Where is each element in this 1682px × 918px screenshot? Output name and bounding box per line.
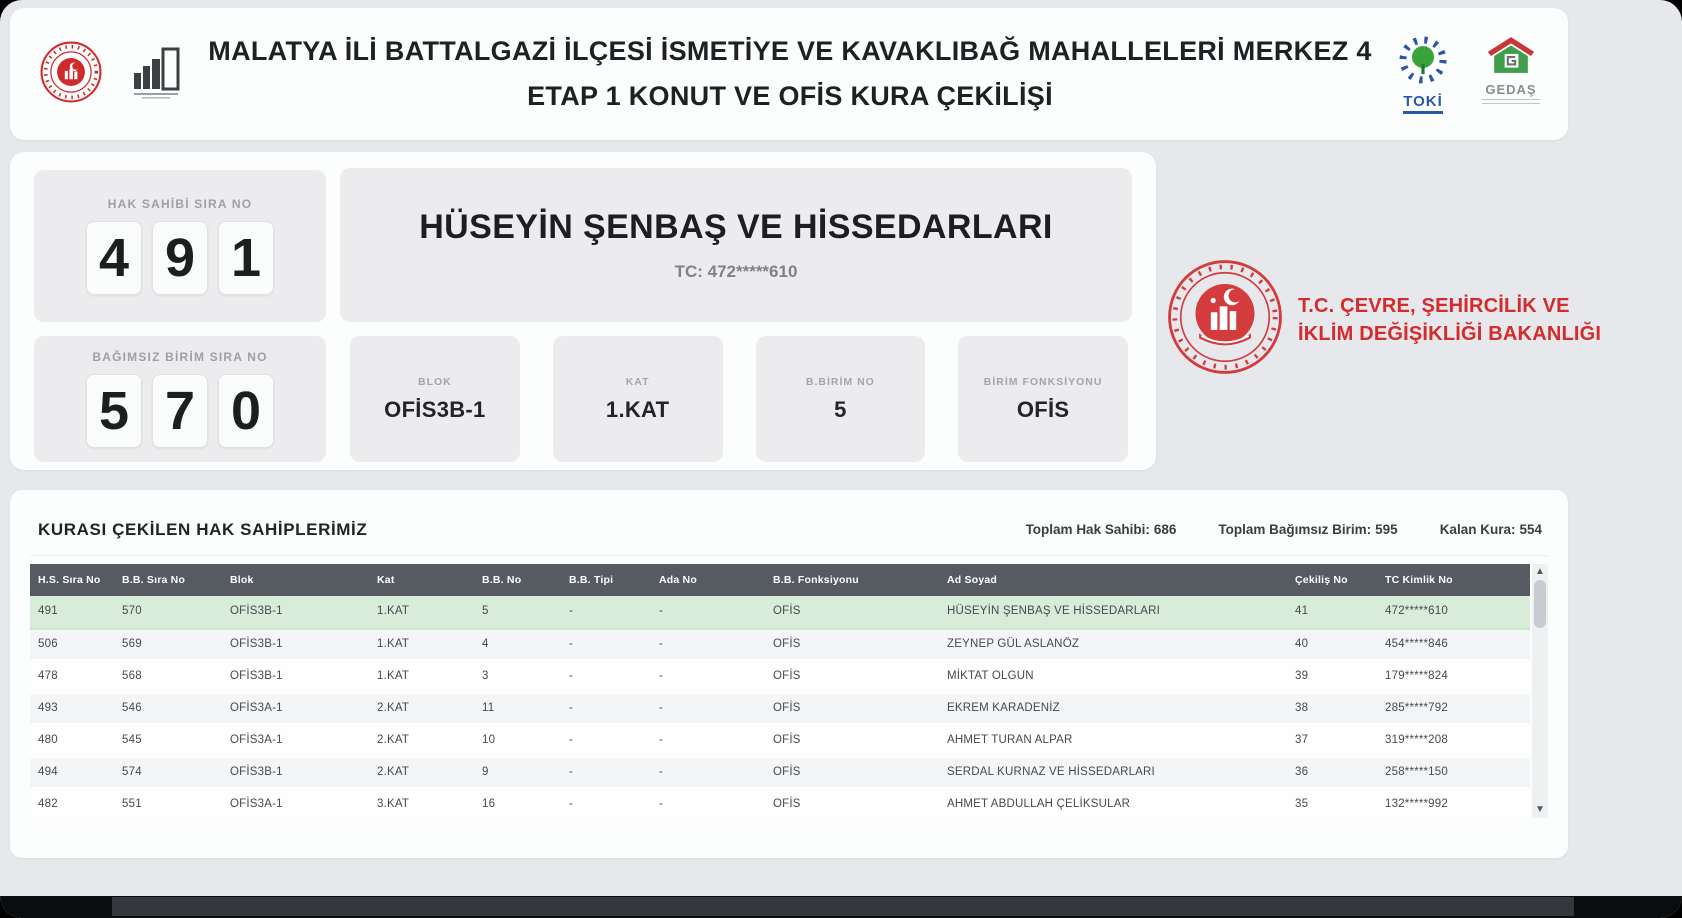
gedas-house-icon	[1482, 35, 1540, 80]
winner-tc: TC: 472*****610	[674, 262, 798, 281]
table-cell: OFİS3B-1	[230, 670, 283, 682]
field-fonksiyon-value: OFİS	[1016, 396, 1070, 422]
toki-label: TOKİ	[1403, 93, 1443, 114]
table-cell: 35	[1295, 798, 1309, 810]
table-cell: OFİS3B-1	[230, 766, 283, 778]
results-header	[30, 490, 1548, 556]
stat-value: 554	[1519, 522, 1542, 537]
table-cell: 4	[482, 638, 489, 650]
column-header: B.B. No	[474, 564, 561, 596]
table-cell: 480	[38, 734, 58, 746]
table-cell: 3.KAT	[377, 798, 410, 810]
field-kat	[553, 336, 723, 462]
current-draw-card	[10, 152, 1156, 470]
digit-card: 5	[86, 374, 142, 448]
results-table-zone	[30, 564, 1548, 822]
table-cell: OFİS	[773, 734, 801, 746]
table-cell: -	[569, 798, 574, 810]
column-header: Ad Soyad	[939, 564, 1287, 596]
winner-name: HÜSEYİN ŞENBAŞ VE HİSSEDARLARI	[419, 208, 1053, 246]
table-cell: 454*****846	[1385, 638, 1448, 650]
stat-toplam-hak-sahibi	[1026, 522, 1177, 537]
table-cell: OFİS3B-1	[230, 638, 283, 650]
digit-card: 9	[152, 221, 208, 295]
field-birim-no-value: 5	[834, 396, 847, 422]
unit-fields-row	[350, 336, 1128, 462]
field-fonksiyon	[958, 336, 1128, 462]
table-cell: 285*****792	[1385, 702, 1448, 714]
ministry-block	[1166, 258, 1601, 381]
field-birim-no-label: B.BİRİM NO	[805, 375, 875, 388]
table-cell: OFİS	[773, 766, 801, 778]
scroll-up-icon[interactable]: ▲	[1535, 566, 1545, 577]
digit-card: 0	[218, 374, 274, 448]
table-cell: -	[659, 798, 664, 810]
bagimsiz-birim-label: BAĞIMSIZ BİRİM SIRA NO	[92, 350, 268, 364]
results-table-body	[30, 596, 1530, 820]
table-cell: 472*****610	[1385, 605, 1448, 618]
table-cell: 10	[482, 734, 496, 746]
table-cell: 132*****992	[1385, 798, 1448, 810]
table-cell: 41	[1295, 605, 1309, 618]
table-row[interactable]	[30, 692, 1530, 724]
government-emblem-icon	[40, 41, 102, 108]
ministry-name	[1298, 292, 1601, 348]
page-title-line1: MALATYA İLİ BATTALGAZİ İLÇESİ İSMETİYE VE KAVAKLIBAĞ MAHALLELERİ MERKEZ 4	[208, 36, 1372, 67]
stat-label: Toplam Hak Sahibi:	[1025, 522, 1150, 537]
header-logos-right	[1394, 35, 1540, 114]
column-header: Çekiliş No	[1287, 564, 1377, 596]
stat-label: Kalan Kura:	[1439, 522, 1516, 537]
hak-sahibi-panel	[34, 170, 326, 322]
table-cell: 568	[122, 670, 142, 682]
table-cell: 546	[122, 702, 142, 714]
urban-transformation-logo-icon	[128, 41, 186, 108]
scroll-thumb[interactable]	[1534, 580, 1546, 628]
stat-toplam-bagimsiz-birim	[1218, 522, 1397, 537]
field-kat-value: 1.KAT	[605, 396, 670, 422]
field-kat-label: KAT	[625, 375, 650, 388]
table-cell: OFİS3A-1	[230, 798, 283, 810]
table-cell: ZEYNEP GÜL ASLANÖZ	[947, 638, 1080, 650]
table-cell: 38	[1295, 702, 1309, 714]
table-cell: 5	[482, 605, 489, 618]
results-title: KURASI ÇEKİLEN HAK SAHİPLERİMİZ	[38, 519, 368, 539]
table-cell: -	[569, 605, 574, 618]
table-cell: SERDAL KURNAZ VE HİSSEDARLARI	[947, 766, 1155, 778]
table-cell: -	[569, 734, 574, 746]
table-cell: 3	[482, 670, 489, 682]
ministry-emblem-icon	[1166, 258, 1284, 381]
stat-value: 686	[1153, 522, 1177, 537]
column-header: TC Kimlik No	[1377, 564, 1530, 596]
table-cell: 39	[1295, 670, 1309, 682]
table-row[interactable]	[30, 596, 1530, 628]
ministry-name-line1: T.C. ÇEVRE, ŞEHİRCİLİK VE	[1298, 294, 1570, 317]
table-cell: 11	[482, 702, 495, 714]
table-cell: 179*****824	[1385, 670, 1448, 682]
bottom-bar	[112, 897, 1574, 916]
header	[10, 8, 1568, 140]
digit-card: 4	[86, 221, 142, 295]
field-fonksiyon-label: BİRİM FONKSİYONU	[983, 375, 1103, 388]
table-row[interactable]	[30, 724, 1530, 756]
table-cell: 1.KAT	[377, 638, 410, 650]
table-cell: 2.KAT	[377, 766, 410, 778]
table-cell: 494	[38, 766, 58, 778]
table-cell: OFİS3A-1	[230, 702, 283, 714]
bagimsiz-birim-panel	[34, 336, 326, 462]
table-cell: -	[659, 702, 664, 714]
hak-sahibi-label: HAK SAHİBİ SIRA NO	[107, 197, 253, 211]
table-scrollbar[interactable]	[1532, 564, 1548, 818]
toki-logo	[1394, 35, 1452, 114]
ministry-name-line2: İKLİM DEĞİŞİKLİĞİ BAKANLIĞI	[1298, 322, 1602, 345]
results-table	[30, 564, 1530, 822]
digit-card: 7	[152, 374, 208, 448]
table-cell: 2.KAT	[377, 734, 410, 746]
gedas-subtext-decor	[1482, 99, 1540, 104]
column-header: B.B. Sıra No	[114, 564, 222, 596]
digit-card: 1	[218, 221, 274, 295]
toki-tree-icon	[1394, 35, 1452, 92]
table-cell: 36	[1295, 766, 1309, 778]
table-cell: OFİS	[773, 605, 801, 618]
table-cell: AHMET ABDULLAH ÇELİKSULAR	[947, 798, 1131, 810]
table-cell: -	[659, 670, 664, 682]
table-cell: 1.KAT	[377, 605, 410, 618]
table-cell: -	[569, 766, 574, 778]
column-header: Ada No	[651, 564, 765, 596]
field-blok	[350, 336, 520, 462]
table-cell: 545	[122, 734, 142, 746]
table-cell: 506	[38, 638, 58, 650]
table-cell: 491	[38, 605, 58, 618]
table-cell: -	[659, 766, 664, 778]
table-cell: 482	[38, 798, 58, 810]
table-cell: OFİS	[773, 798, 801, 810]
table-row[interactable]	[30, 756, 1530, 788]
table-cell: -	[569, 702, 574, 714]
table-cell: OFİS	[773, 670, 801, 682]
hak-sahibi-digits	[86, 221, 274, 295]
table-cell: -	[659, 638, 664, 650]
table-cell: MİKTAT OLGUN	[947, 670, 1034, 682]
gedas-logo	[1482, 35, 1540, 104]
table-cell: 551	[122, 798, 142, 810]
stat-value: 595	[1375, 522, 1398, 537]
stat-kalan-kura	[1440, 522, 1542, 537]
column-header: B.B. Fonksiyonu	[765, 564, 939, 596]
column-header: Blok	[222, 564, 369, 596]
table-cell: OFİS	[773, 638, 801, 650]
column-header: Kat	[369, 564, 474, 596]
table-header-row	[30, 564, 1530, 596]
table-cell: 37	[1295, 734, 1309, 746]
winner-name-panel	[340, 168, 1132, 322]
results-card	[10, 490, 1568, 858]
field-blok-value: OFİS3B-1	[384, 396, 486, 422]
page-title-line2: ETAP 1 KONUT VE OFİS KURA ÇEKİLİŞİ	[527, 81, 1053, 111]
field-blok-label: BLOK	[418, 375, 452, 388]
table-cell: -	[569, 670, 574, 682]
scroll-down-icon[interactable]: ▼	[1535, 803, 1545, 815]
table-cell: 40	[1295, 638, 1309, 650]
page-title	[186, 29, 1394, 118]
table-cell: 574	[122, 766, 142, 778]
table-cell: OFİS	[773, 702, 801, 714]
table-cell: HÜSEYİN ŞENBAŞ VE HİSSEDARLARI	[947, 605, 1161, 618]
column-header: B.B. Tipi	[561, 564, 651, 596]
table-cell: 16	[482, 798, 496, 810]
table-cell: EKREM KARADENİZ	[947, 702, 1060, 714]
table-cell: 9	[482, 766, 489, 778]
table-cell: 569	[122, 638, 142, 650]
field-birim-no	[756, 336, 926, 462]
table-cell: 1.KAT	[377, 670, 410, 682]
table-row[interactable]	[30, 660, 1530, 692]
table-cell: OFİS3A-1	[230, 734, 283, 746]
results-stats	[1026, 522, 1542, 537]
stat-label: Toplam Bağımsız Birim:	[1218, 522, 1372, 537]
table-cell: -	[659, 734, 664, 746]
table-cell: -	[659, 605, 664, 618]
table-cell: 478	[38, 670, 58, 682]
table-cell: AHMET TURAN ALPAR	[947, 734, 1073, 746]
table-cell: OFİS3B-1	[230, 605, 283, 618]
table-cell: 493	[38, 702, 58, 714]
table-row[interactable]	[30, 788, 1530, 820]
table-cell: -	[569, 638, 574, 650]
table-cell: 319*****208	[1385, 734, 1448, 746]
column-header: H.S. Sıra No	[30, 564, 114, 596]
table-cell: 2.KAT	[377, 702, 410, 714]
table-cell: 258*****150	[1385, 766, 1448, 778]
table-row[interactable]	[30, 628, 1530, 660]
gedas-label: GEDAŞ	[1485, 81, 1537, 97]
table-cell: 570	[122, 605, 142, 618]
bagimsiz-birim-digits	[86, 374, 274, 448]
results-table-head	[30, 564, 1530, 596]
header-logos-left	[40, 41, 186, 108]
